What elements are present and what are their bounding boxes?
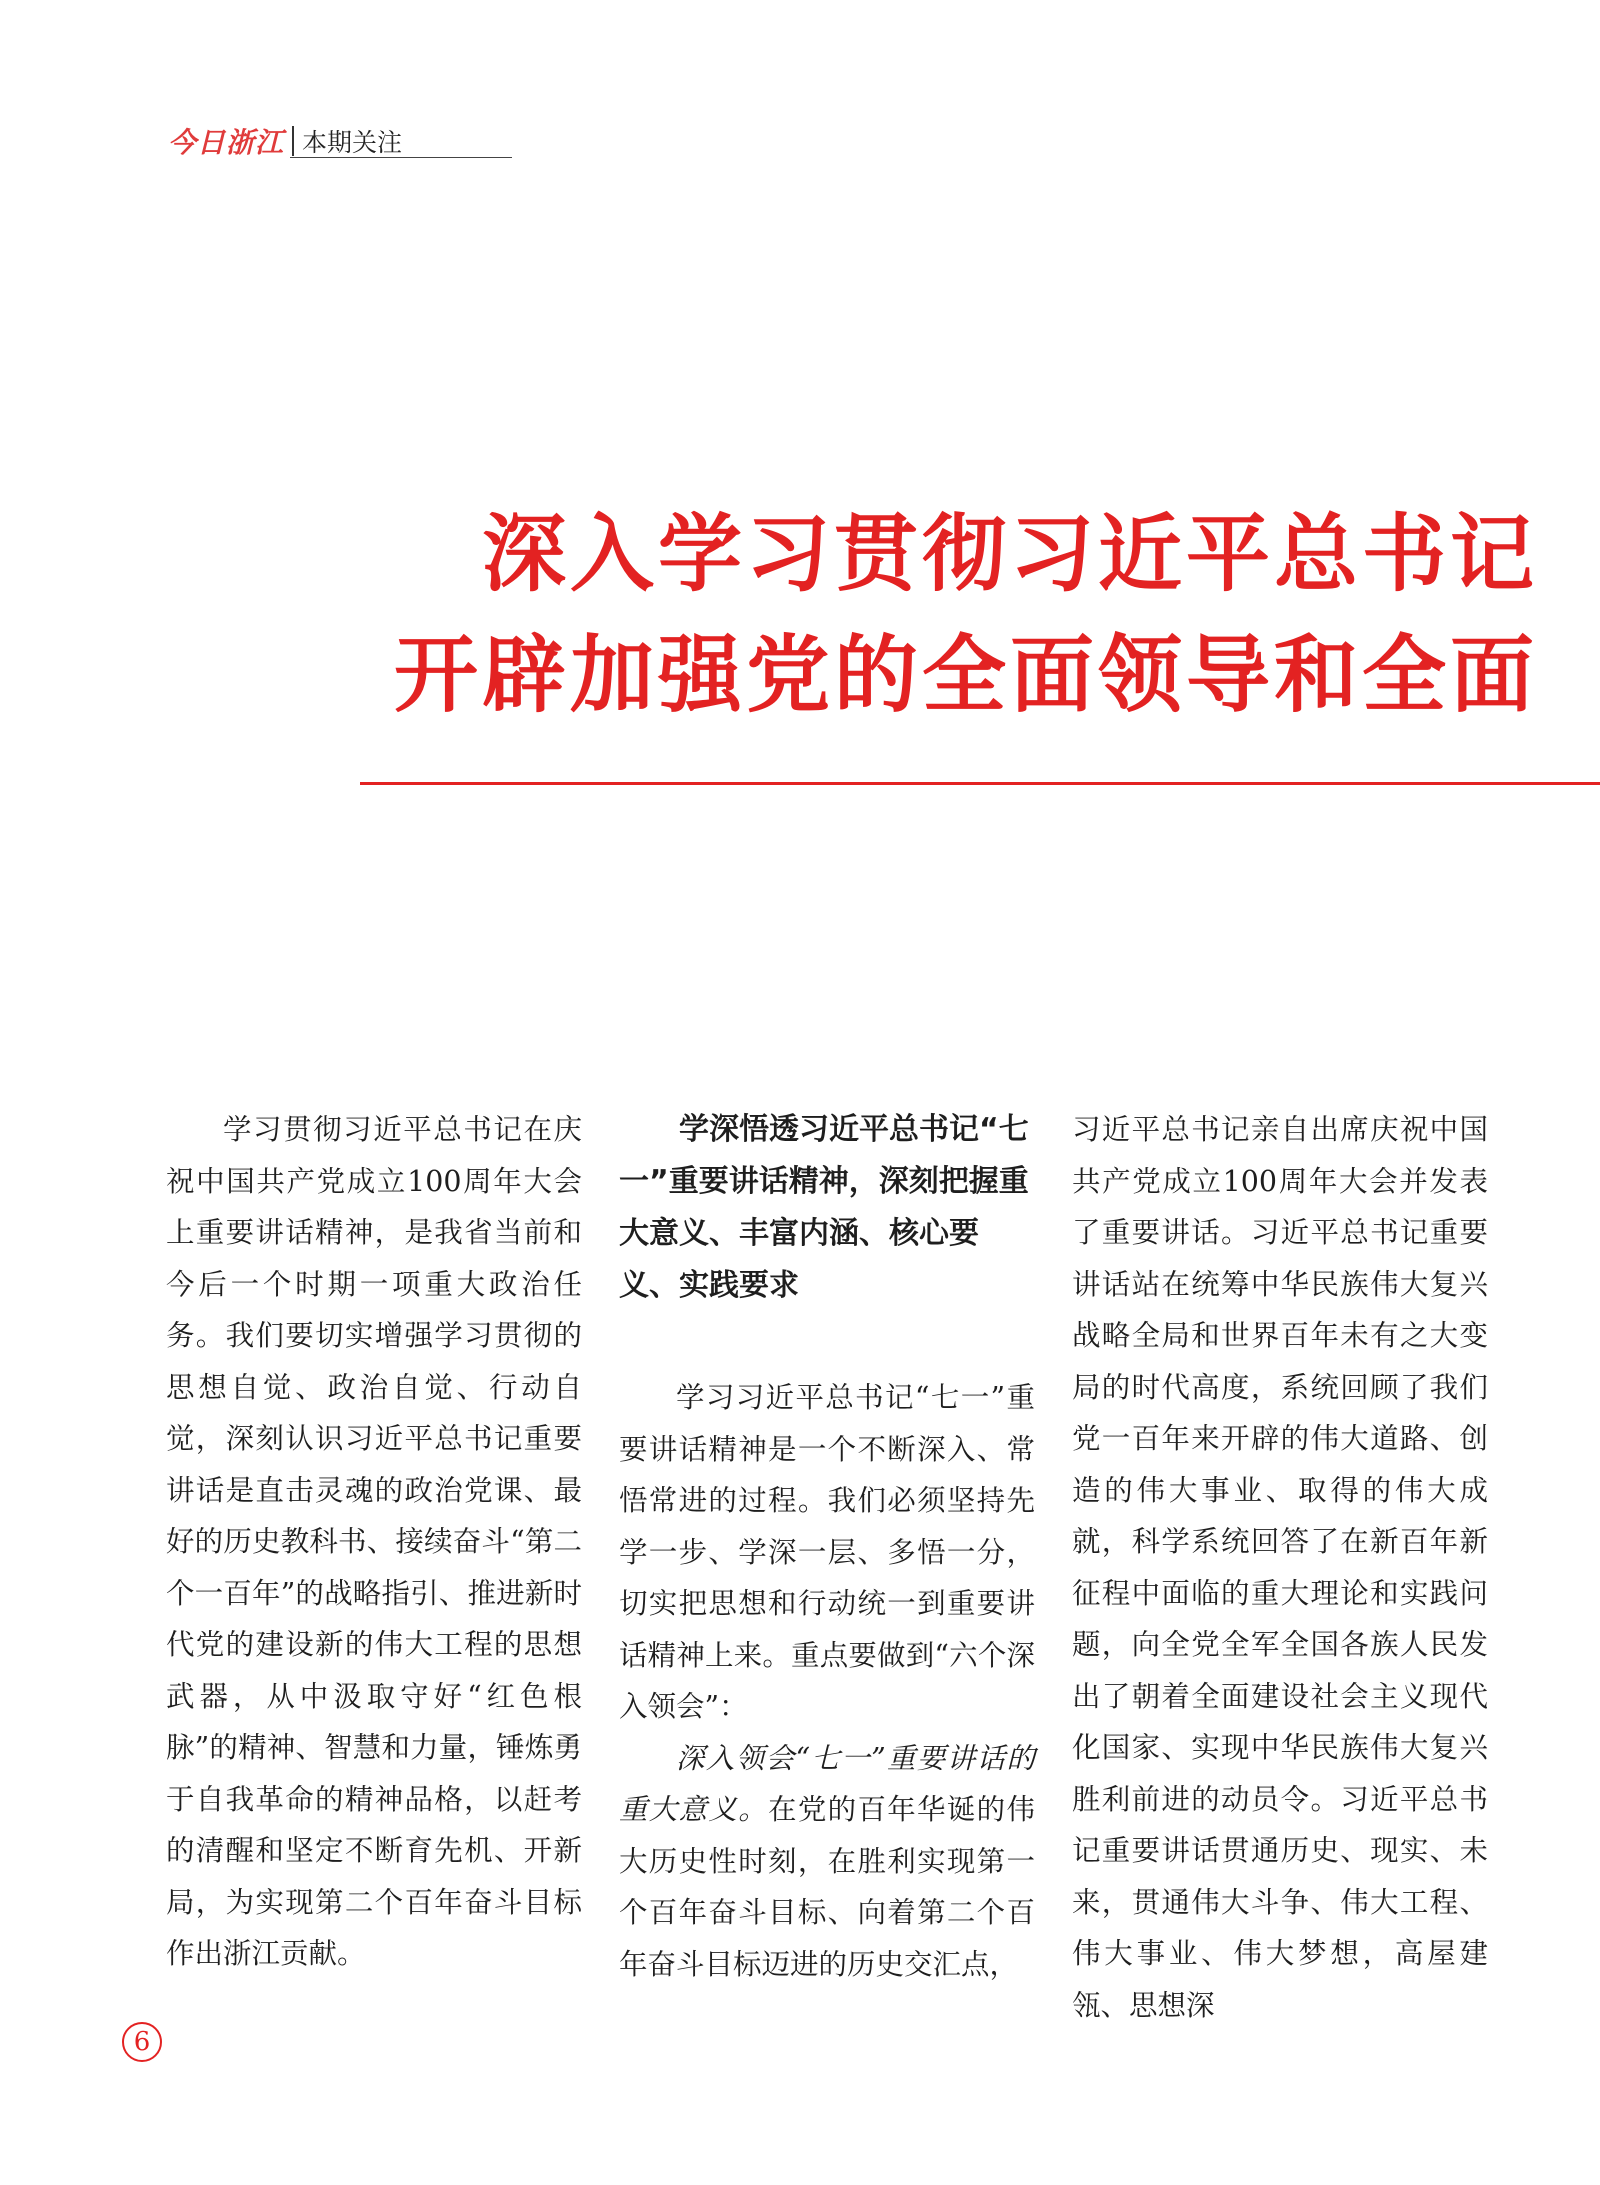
paragraph: 习近平总书记亲自出席庆祝中国共产党成立100周年大会并发表了重要讲话。习近平总书记重要讲话站在统筹中华民族伟大复兴战略全局和世界百年未有之大变局的时代高度，系统回顾了我们党一百年来开辟的伟大道路、创造的伟大事业、取得的伟大成就，科学系统回答了在新百年新征程中面临的重大理论和实践问题，向全党全军全国各族人民发出了朝着全面建设社会主义现代化国家、实现中华民族伟大复兴胜利前进的动员令。习近平总书记重要讲话贯通历史、现实、未来，贯通伟大斗争、伟大工程、伟大事业、伟大梦想，高屋建瓴、思想深 [1072,1113,1488,2022]
paragraph-text: 在党的百年华诞的伟大历史性时刻，在胜利实现第一个百年奋斗目标、向着第二个百年奋斗目标迈进的历史交汇点， [619,1793,1035,1981]
text-column-1 [166,1104,582,1980]
text-column-2 [619,1104,1035,1990]
article-title-line-1: 深入学习贯彻习近平总书记 [481,505,1538,603]
paragraph: 学习习近平总书记“七一”重要讲话精神是一个不断深入、常悟常进的过程。我们必须坚持先学一步、学深一层、多悟一分，切实把思想和行动统一到重要讲话精神上来。重点要做到“六个深入领会”： [619,1381,1035,1723]
paragraph: 学习贯彻习近平总书记在庆祝中国共产党成立100周年大会上重要讲话精神，是我省当前和今后一个时期一项重大政治任务。我们要切实增强学习贯彻的思想自觉、政治自觉、行动自觉，深刻认识习近平总书记重要讲话是直击灵魂的政治党课、最好的历史教科书、接续奋斗“第二个一百年”的战略指引、推进新时代党的建设新的伟大工程的思想武器，从中汲取守好“红色根脉”的精神、智慧和力量，锤炼勇于自我革命的精神品格，以赶考的清醒和坚定不断育先机、开新局，为实现第二个百年奋斗目标作出浙江贡献。 [166,1113,582,1970]
page-header [168,124,402,158]
magazine-logo: 今日浙江 [168,126,285,159]
page-number: 6 [122,2022,162,2062]
article-title-line-2: 开辟加强党的全面领导和全面 [393,626,1538,724]
paragraph-lead: 深入领会“七一”重要讲话的重大意义。 [619,1741,1035,1826]
header-rule [290,157,512,158]
spacer [619,1312,1035,1372]
text-column-3 [1072,1104,1488,2031]
header-divider [292,126,294,156]
paragraph [619,1733,1035,1991]
title-rule [360,782,1600,785]
section-subheading: 学深悟透习近平总书记“七一”重要讲话精神，深刻把握重大意义、丰富内涵、核心要义、实践要求 [619,1112,1029,1303]
section-label: 本期关注 [302,128,403,157]
